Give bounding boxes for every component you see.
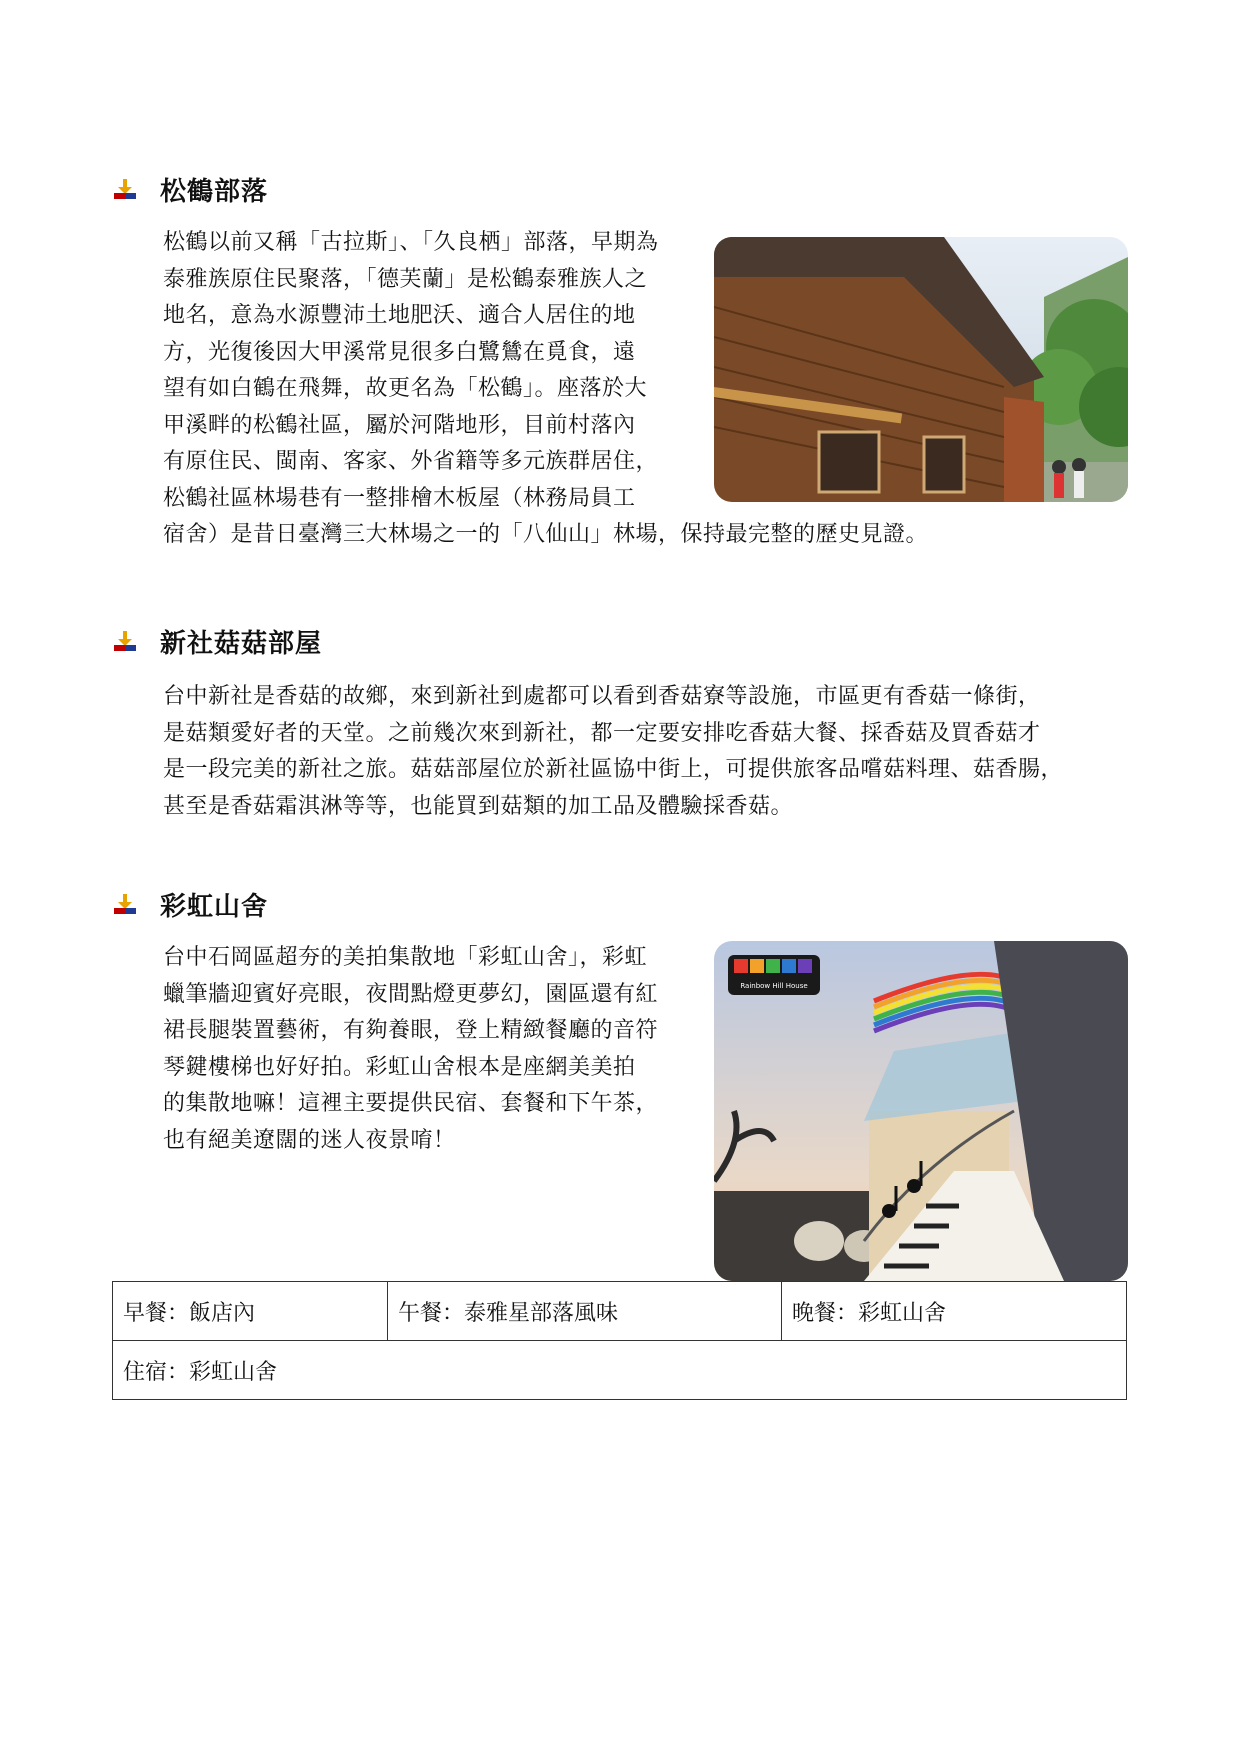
text-line: 的集散地嘛！這裡主要提供民宿、套餐和下午茶，	[163, 1091, 659, 1116]
section-text-songhe-last	[163, 517, 928, 554]
table-row	[113, 1341, 1127, 1400]
section-title: 新社菇菇部屋	[160, 629, 323, 659]
table-row	[113, 1282, 1127, 1341]
arrow-bullet-icon	[112, 177, 138, 203]
text-line: 是一段完美的新社之旅。菇菇部屋位於新社區協中街上，可提供旅客品嚐菇料理、菇香腸，	[163, 757, 1064, 782]
section-text-rainbow	[163, 940, 658, 1159]
text-line: 松鶴社區林場巷有一整排檜木板屋（林務局員工	[163, 485, 636, 511]
text-line: 也有絕美遼闊的迷人夜景唷！	[163, 1127, 456, 1153]
lunch-cell: 午餐：泰雅星部落風味	[388, 1282, 782, 1341]
section-text-mushroom	[163, 679, 1063, 825]
arrow-bullet-icon	[112, 629, 138, 655]
wooden-houses-photo	[714, 237, 1128, 502]
text-line: 裙長腿裝置藝術，有夠養眼，登上精緻餐廳的音符	[163, 1018, 659, 1043]
arrow-bullet-icon	[112, 892, 138, 918]
text-line: 泰雅族原住民聚落，「德芙蘭」是松鶴泰雅族人之	[163, 266, 648, 292]
dinner-cell: 晚餐：彩虹山舍	[782, 1282, 1127, 1341]
text-line: 望有如白鶴在飛舞，故更名為「松鶴」。座落於大	[163, 376, 648, 401]
section-heading-rainbow	[112, 886, 268, 923]
section-text-songhe	[163, 225, 659, 517]
text-line: 台中石岡區超夯的美拍集散地「彩虹山舍」，彩虹	[163, 945, 648, 970]
section-title: 松鶴部落	[160, 177, 269, 207]
rainbow-hill-photo	[714, 941, 1128, 1281]
text-line: 有原住民、閩南、客家、外省籍等多元族群居住，	[163, 449, 659, 474]
text-line: 是菇類愛好者的天堂。之前幾次來到新社，都一定要安排吃香菇大餐、採香菇及買香菇才	[163, 720, 1041, 746]
text-line: 地名，意為水源豐沛土地肥沃、適合人居住的地	[163, 303, 636, 328]
text-line: 松鶴以前又稱「古拉斯」、「久良栖」部落，早期為	[163, 230, 659, 255]
text-line: 宿舍）是昔日臺灣三大林場之一的「八仙山」林場，保持最完整的歷史見證。	[163, 522, 929, 547]
text-line: 方，光復後因大甲溪常見很多白鷺鷥在覓食，遠	[163, 339, 636, 365]
section-heading-mushroom	[112, 623, 322, 660]
section-heading-songhe	[112, 171, 268, 208]
text-line: 甲溪畔的松鶴社區，屬於河階地形，目前村落內	[163, 412, 636, 438]
text-line: 蠟筆牆迎賓好亮眼，夜間點燈更夢幻，園區還有紅	[163, 981, 659, 1007]
text-line: 台中新社是香菇的故鄉，來到新社到處都可以看到香菇寮等設施，市區更有香菇一條街，	[163, 684, 1041, 709]
breakfast-cell: 早餐：飯店內	[113, 1282, 388, 1341]
section-title: 彩虹山舍	[160, 892, 269, 922]
rainbow-hill-logo-text: Rainbow Hill House	[740, 982, 808, 990]
text-line: 琴鍵樓梯也好好拍。彩虹山舍根本是座網美美拍	[163, 1054, 636, 1080]
text-line: 甚至是香菇霜淇淋等等，也能買到菇類的加工品及體驗採香菇。	[163, 793, 794, 819]
lodging-cell: 住宿：彩虹山舍	[113, 1341, 1127, 1400]
meals-table	[112, 1281, 1127, 1400]
